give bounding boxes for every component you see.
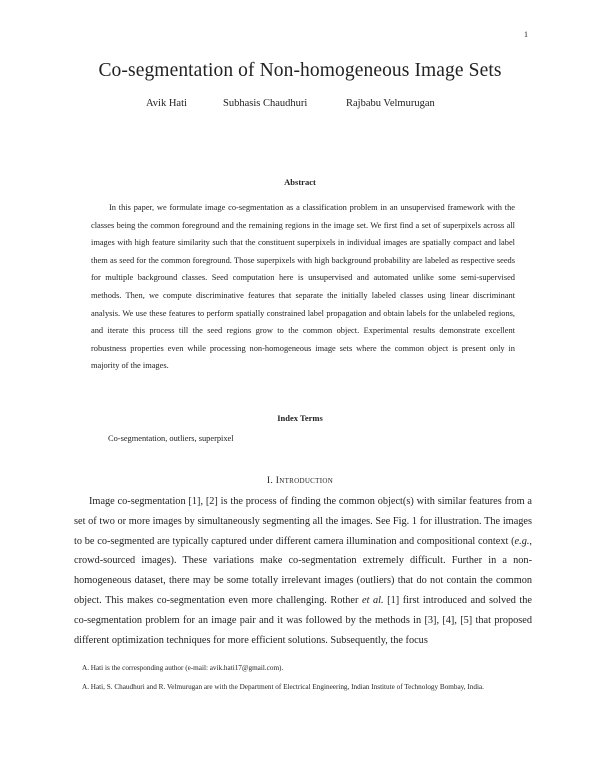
author-name: Avik Hati <box>146 98 187 109</box>
index-terms-text: Co-segmentation, outliers, superpixel <box>108 434 234 443</box>
intro-text-part3: [1] first introduced and solved the co-segmentation problem for an image pair and it was followed by the methods in [3], [4], [5] that proposed different optimization techniques for more efficient solutions. Subsequently, the focus <box>74 594 532 646</box>
section-heading <box>0 476 600 486</box>
section-number: I. <box>266 476 274 486</box>
footnote-corresponding-author: A. Hati is the corresponding author (e-mail: avik.hati17@gmail.com). <box>82 664 284 672</box>
author-name: Rajbabu Velmurugan <box>346 98 435 109</box>
index-terms-heading: Index Terms <box>277 413 323 423</box>
footnote-affiliation: A. Hati, S. Chaudhuri and R. Velmurugan are with the Department of Electrical Engineering, Indian Institute of Technology Bombay, India. <box>82 683 484 691</box>
page-number: 1 <box>524 30 528 39</box>
introduction-paragraph <box>74 492 532 650</box>
section-title: Introduction <box>275 476 334 486</box>
intro-text-etal: et al. <box>362 594 384 606</box>
paper-title: Co-segmentation of Non-homogeneous Image Sets <box>98 60 502 81</box>
author-name: Subhasis Chaudhuri <box>223 98 308 109</box>
intro-text-eg: e.g. <box>514 535 530 547</box>
intro-text-part1: Image co-segmentation [1], [2] is the process of finding the common object(s) with similar features from a set of two or more images by simultaneously segmenting all the images. See Fig. 1 for illustration. The images to be co-segmented are typically captured under different camera illumination and compositional context ( <box>74 496 532 547</box>
intro-text-part2: , crowd-sourced images). These variations make co-segmentation extremely difficult. Further in a non-homogeneous dataset, there may be some totally irrelevant images (outliers) that do not contain the common object. This makes co-segmentation even more challenging. Rother <box>74 535 532 606</box>
abstract-heading: Abstract <box>284 177 316 187</box>
abstract-text: In this paper, we formulate image co-segmentation as a classification problem in an unsupervised framework with the classes being the common foreground and the remaining regions in the image set. We first find a set of superpixels across all images with high feature similarity such that the constituent superpixels in individual images are spatially compact and label them as seed for the common foreground. Those superpixels with high background probability are labeled as respective seeds for multiple background classes. Seed computation here is unsupervised and automated unlike some semi-supervised methods. Then, we compute discriminative features that separate the initially labeled classes using linear discriminant analysis. We use these features to perform spatially constrained label propagation and obtain labels for the unlabeled regions, and iterate this process till the seed regions grow to the common object. Experimental results demonstrate excellent robustness properties even while processing non-homogeneous image sets where the common object is present only in majority of the images. <box>91 203 515 371</box>
author-list <box>0 98 600 112</box>
